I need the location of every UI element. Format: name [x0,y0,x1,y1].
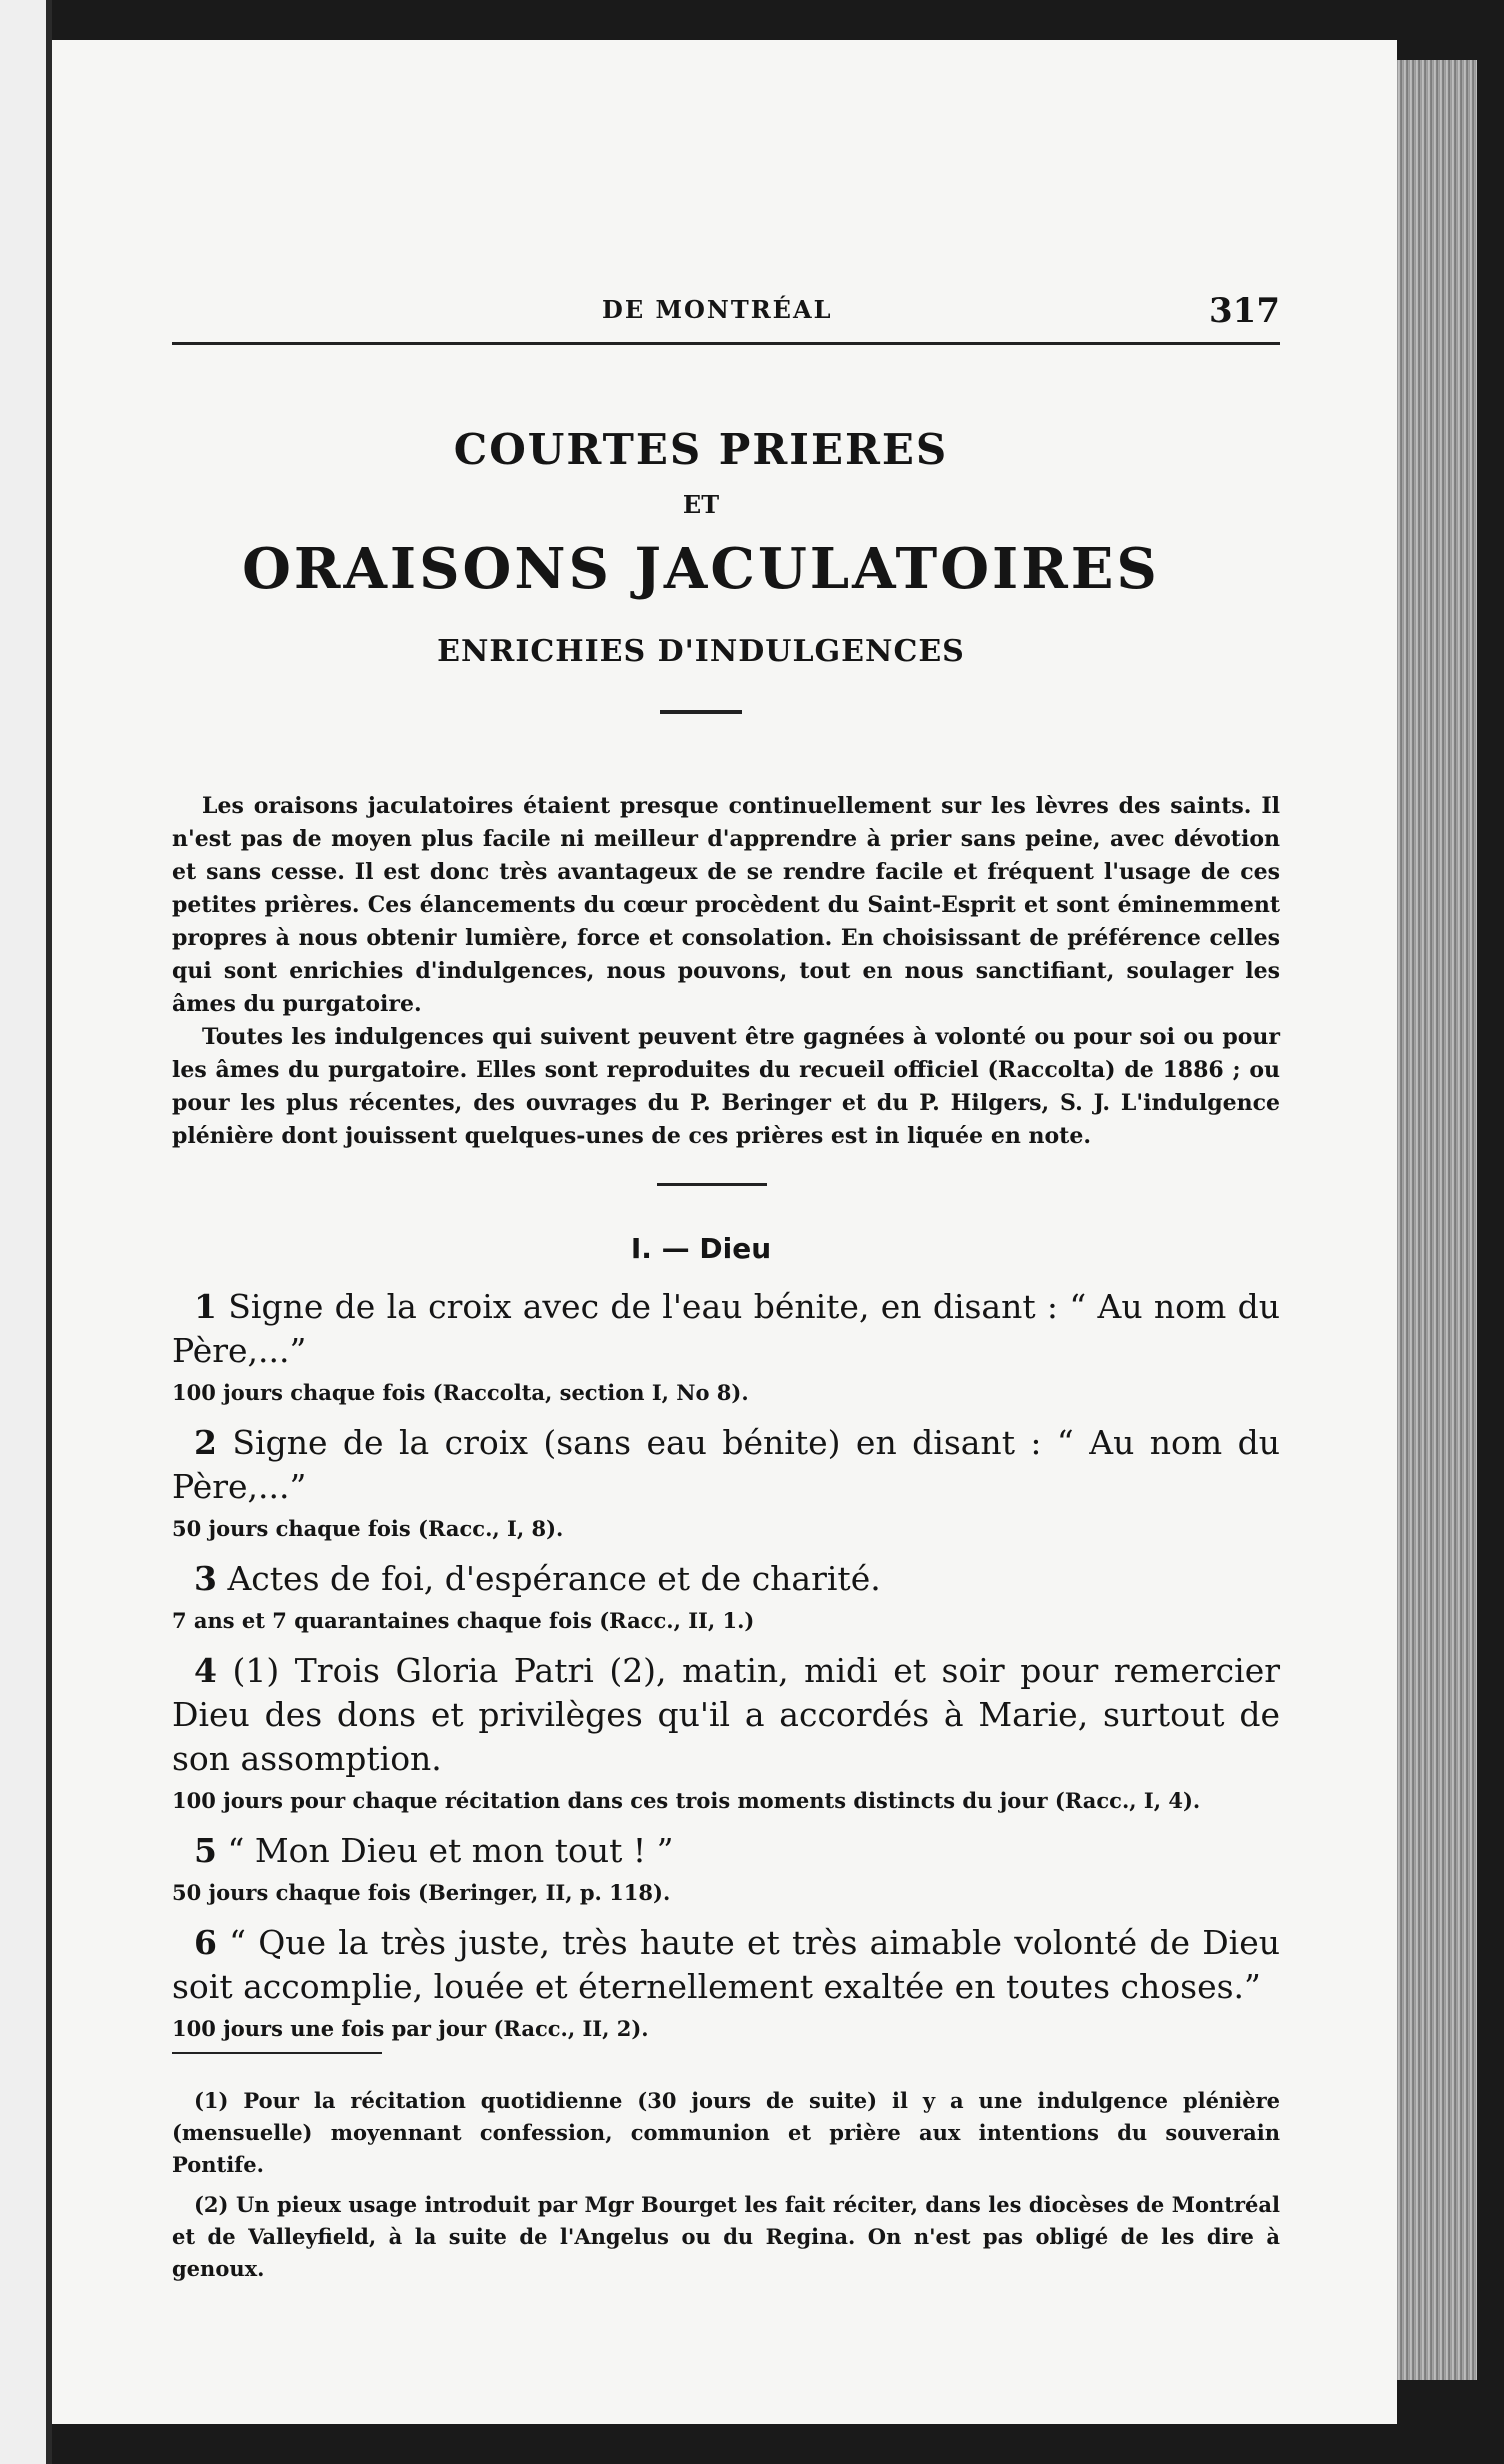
prayer-text: (1) Trois Gloria Patri (2), matin, midi et soir pour remercier Dieu des dons et privilèges qu'il a accordés à Marie, surtout de son assomption. [172,1651,1280,1778]
prayer-list [172,1285,1280,2057]
prayer-number: 3 [194,1559,217,1598]
prayer-text: Signe de la croix avec de l'eau bénite, en disant : “ Au nom du Père,...” [172,1287,1280,1370]
prayer-item [172,1557,1280,1637]
footnotes [172,2085,1280,2293]
title-line-1: COURTES PRIERES [453,425,949,474]
title-line-4: ENRICHIES D'INDULGENCES [437,634,965,669]
intro-paragraph-2: Toutes les indulgences qui suivent peuvent être gagnées à volonté ou pour soi ou pour les âmes du purgatoire. Elles sont reproduites du recueil officiel (Raccolta) de 1886 ; ou pour les plus récentes, des ouvrages du P. Beringer et du P. Hilgers, S. J. L'indulgence plénière dont jouissent quelques-unes de ces prières est in liquée en note. [172,1024,1280,1149]
indulgence-note: 7 ans et 7 quarantaines chaque fois (Racc., II, 1.) [172,1608,755,1633]
header-rule [172,342,1280,345]
section-heading: I. — Dieu [630,1232,772,1265]
prayer-item [172,1649,1280,1817]
running-head: DE MONTRÉAL [602,295,833,324]
prayer-item [172,1285,1280,1409]
title-block [122,420,1280,714]
book-page-edges [1397,60,1477,2380]
prayer-text: Actes de foi, d'espérance et de charité. [227,1559,881,1598]
prayer-number: 4 [194,1651,217,1690]
prayer-item [172,1829,1280,1909]
previous-page-edge [0,0,52,2464]
title-rule [660,710,742,714]
indulgence-note: 50 jours chaque fois (Racc., I, 8). [172,1516,564,1541]
footnote-rule [172,2052,382,2054]
intro-text [172,790,1280,1153]
prayer-item [172,1421,1280,1545]
indulgence-note: 100 jours pour chaque récitation dans ces trois moments distincts du jour (Racc., I, 4). [172,1788,1201,1813]
indulgence-note: 100 jours une fois par jour (Racc., II, 2). [172,2016,649,2041]
title-line-2: ET [682,490,720,519]
title-line-3: ORAISONS JACULATOIRES [242,536,1160,602]
page-header [172,255,1280,331]
footnote-2: (2) Un pieux usage introduit par Mgr Bourget les fait réciter, dans les diocèses de Montréal et de Valleyfield, à la suite de l'Angelus ou du Regina. On n'est pas obligé de les dire à genoux. [172,2192,1280,2281]
prayer-text: “ Que la très juste, très haute et très aimable volonté de Dieu soit accomplie, louée et éternellement exaltée en toutes choses.” [172,1923,1280,2006]
prayer-number: 1 [194,1287,217,1326]
book-page [52,40,1397,2424]
indulgence-note: 100 jours chaque fois (Raccolta, section I, No 8). [172,1380,749,1405]
prayer-number: 6 [194,1923,217,1962]
prayer-text: Signe de la croix (sans eau bénite) en disant : “ Au nom du Père,...” [172,1423,1280,1506]
indulgence-note: 50 jours chaque fois (Beringer, II, p. 118). [172,1880,671,1905]
intro-paragraph-1: Les oraisons jaculatoires étaient presque continuellement sur les lèvres des saints. Il n'est pas de moyen plus facile ni meilleur d'apprendre à prier sans peine, avec dévotion et sans cesse. Il est donc très avantageux de se rendre facile et fréquent l'usage de ces petites prières. Ces élancements du cœur procèdent du Saint-Esprit et sont éminemment propres à nous obtenir lumière, force et consolation. En choisissant de préférence celles qui sont enrichies d'indulgences, nous pouvons, tout en nous sanctifiant, soulager les âmes du purgatoire. [172,793,1280,1017]
footnote-1: (1) Pour la récitation quotidienne (30 jours de suite) il y a une indulgence plénière (mensuelle) moyennant confession, communion et prière aux intentions du souverain Pontife. [172,2088,1280,2177]
prayer-number: 2 [194,1423,217,1462]
prayer-text: “ Mon Dieu et mon tout ! ” [227,1831,674,1870]
prayer-item [172,1921,1280,2045]
section-rule [657,1183,767,1186]
prayer-number: 5 [194,1831,217,1870]
page-number: 317 [1209,291,1280,331]
